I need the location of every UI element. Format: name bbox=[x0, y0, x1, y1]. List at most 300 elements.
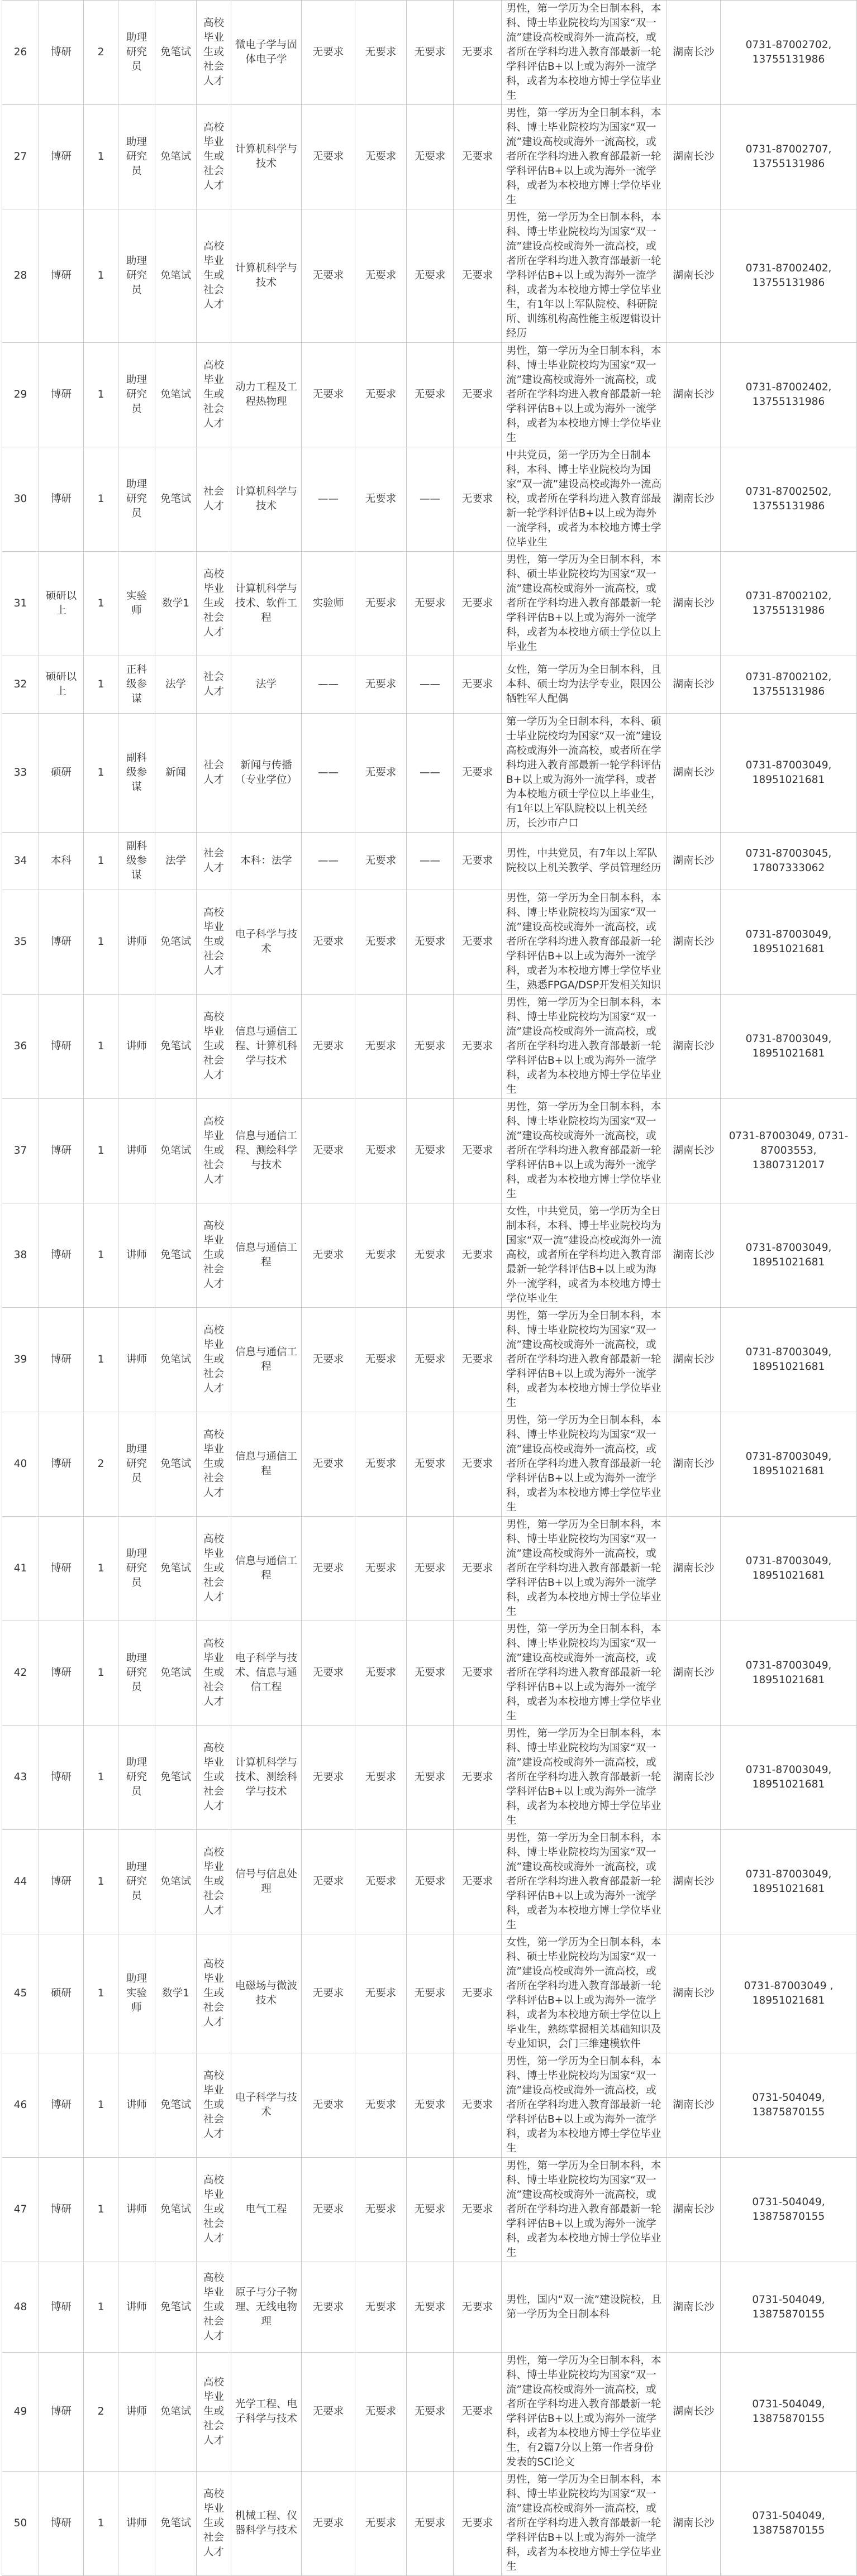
position-cell: 助理研究员 bbox=[118, 1830, 155, 1934]
exam-subject-cell: 免笔试 bbox=[155, 2053, 197, 2158]
requirement-cell-4: 无要求 bbox=[454, 1412, 502, 1517]
education-cell: 博研 bbox=[39, 1412, 84, 1517]
headcount-cell: 1 bbox=[84, 2053, 118, 2158]
row-number-cell: 33 bbox=[2, 714, 39, 833]
table-row bbox=[2, 1830, 857, 1934]
headcount-cell: 1 bbox=[84, 1308, 118, 1412]
position-cell: 讲师 bbox=[118, 2053, 155, 2158]
requirement-cell-3: 无要求 bbox=[407, 2158, 454, 2262]
exam-subject-cell: 免笔试 bbox=[155, 1517, 197, 1621]
requirement-cell-2: 无要求 bbox=[355, 2053, 407, 2158]
contact-phone-cell: 0731-504049, 13875870155 bbox=[721, 2472, 857, 2576]
row-number-cell: 40 bbox=[2, 1412, 39, 1517]
row-number-cell: 31 bbox=[2, 552, 39, 656]
education-cell: 博研 bbox=[39, 1726, 84, 1830]
candidate-source-cell: 高校毕业生或社会人才 bbox=[197, 1517, 231, 1621]
position-cell: 讲师 bbox=[118, 2158, 155, 2262]
education-cell: 博研 bbox=[39, 1203, 84, 1308]
requirement-cell-4: 无要求 bbox=[454, 2262, 502, 2353]
education-cell: 博研 bbox=[39, 209, 84, 343]
contact-phone-cell: 0731-87003049, 18951021681 bbox=[721, 714, 857, 833]
candidate-source-cell: 高校毕业生或社会人才 bbox=[197, 2053, 231, 2158]
contact-phone-cell: 0731-504049, 13875870155 bbox=[721, 2158, 857, 2262]
candidate-source-cell: 高校毕业生或社会人才 bbox=[197, 1412, 231, 1517]
work-location-cell: 湖南长沙 bbox=[667, 2262, 721, 2353]
contact-phone-cell: 0731-87002102, 13755131986 bbox=[721, 656, 857, 714]
contact-phone-cell: 0731-87003049, 18951021681 bbox=[721, 1308, 857, 1412]
education-cell: 博研 bbox=[39, 1, 84, 105]
education-cell: 博研 bbox=[39, 2353, 84, 2472]
requirement-cell-4: 无要求 bbox=[454, 1726, 502, 1830]
candidate-source-cell: 高校毕业生或社会人才 bbox=[197, 552, 231, 656]
requirement-cell-2: 无要求 bbox=[355, 1, 407, 105]
requirement-cell-3: 无要求 bbox=[407, 343, 454, 447]
requirement-cell-2: 无要求 bbox=[355, 995, 407, 1099]
education-cell: 博研 bbox=[39, 1308, 84, 1412]
requirement-cell-3: —— bbox=[407, 447, 454, 552]
row-number-cell: 34 bbox=[2, 833, 39, 890]
table-row bbox=[2, 1203, 857, 1308]
education-cell: 博研 bbox=[39, 1621, 84, 1726]
education-cell: 本科 bbox=[39, 833, 84, 890]
work-location-cell: 湖南长沙 bbox=[667, 1308, 721, 1412]
requirement-cell-3: —— bbox=[407, 833, 454, 890]
requirement-cell-1: 无要求 bbox=[302, 2353, 355, 2472]
work-location-cell: 湖南长沙 bbox=[667, 343, 721, 447]
exam-subject-cell: 数学1 bbox=[155, 552, 197, 656]
requirement-cell-4: 无要求 bbox=[454, 656, 502, 714]
requirement-cell-1: 无要求 bbox=[302, 1412, 355, 1517]
table-row bbox=[2, 1621, 857, 1726]
requirement-cell-2: 无要求 bbox=[355, 2262, 407, 2353]
major-cell: 电气工程 bbox=[231, 2158, 302, 2262]
row-number-cell: 45 bbox=[2, 1934, 39, 2053]
candidate-source-cell: 高校毕业生或社会人才 bbox=[197, 890, 231, 995]
table-row bbox=[2, 1412, 857, 1517]
position-cell: 助理研究员 bbox=[118, 105, 155, 209]
position-cell: 助理研究员 bbox=[118, 1621, 155, 1726]
major-cell: 机械工程、仪器科学与技术 bbox=[231, 2472, 302, 2576]
other-requirements-cell: 男性，第一学历为全日制本科，本科、博士毕业院校均为国家“双一流”建设高校或海外一流高校，或者所在学科均进入教育部最新一轮学科评估B+以上或为海外一流学科，或者为本校地方博士学位毕业生 bbox=[502, 2158, 667, 2262]
contact-phone-cell: 0731-87003049, 18951021681 bbox=[721, 1517, 857, 1621]
headcount-cell: 1 bbox=[84, 833, 118, 890]
requirement-cell-1: 无要求 bbox=[302, 995, 355, 1099]
contact-phone-cell: 0731-87003049, 18951021681 bbox=[721, 1726, 857, 1830]
other-requirements-cell: 男性，第一学历为全日制本科，本科、博士毕业院校均为国家“双一流”建设高校或海外一流高校，或者所在学科均进入教育部最新一轮学科评估B+以上或为海外一流学科，或者为本校地方博士学位毕业生 bbox=[502, 1099, 667, 1203]
exam-subject-cell: 免笔试 bbox=[155, 1726, 197, 1830]
requirement-cell-1: 无要求 bbox=[302, 1203, 355, 1308]
major-cell: 信息与通信工程 bbox=[231, 1412, 302, 1517]
table-row bbox=[2, 714, 857, 833]
contact-phone-cell: 0731-87002707, 13755131986 bbox=[721, 105, 857, 209]
requirement-cell-2: 无要求 bbox=[355, 833, 407, 890]
education-cell: 博研 bbox=[39, 2472, 84, 2576]
exam-subject-cell: 免笔试 bbox=[155, 1, 197, 105]
contact-phone-cell: 0731-87002502, 13755131986 bbox=[721, 447, 857, 552]
major-cell: 新闻与传播（专业学位） bbox=[231, 714, 302, 833]
education-cell: 硕研以上 bbox=[39, 656, 84, 714]
candidate-source-cell: 高校毕业生或社会人才 bbox=[197, 995, 231, 1099]
requirement-cell-3: 无要求 bbox=[407, 105, 454, 209]
major-cell: 计算机科学与技术、测绘科学与技术 bbox=[231, 1726, 302, 1830]
requirement-cell-4: 无要求 bbox=[454, 209, 502, 343]
major-cell: 信息与通信工程 bbox=[231, 1308, 302, 1412]
other-requirements-cell: 男性，第一学历为全日制本科，本科、硕士毕业院校均为国家“双一流”建设高校或海外一流高校，或者所在学科均进入教育部最新一轮学科评估B+以上或为海外一流学科，或者为本校地方硕士学位以上毕业生 bbox=[502, 552, 667, 656]
candidate-source-cell: 高校毕业生或社会人才 bbox=[197, 1621, 231, 1726]
requirement-cell-3: 无要求 bbox=[407, 1412, 454, 1517]
requirement-cell-1: 无要求 bbox=[302, 890, 355, 995]
major-cell: 计算机科学与技术 bbox=[231, 447, 302, 552]
requirement-cell-3: 无要求 bbox=[407, 1099, 454, 1203]
other-requirements-cell: 男性，第一学历为全日制本科，本科、博士毕业院校均为国家“双一流”建设高校或海外一流高校，或者所在学科均进入教育部最新一轮学科评估B+以上或为海外一流学科，或者为本校地方博士学位毕业生 bbox=[502, 1308, 667, 1412]
position-cell: 助理研究员 bbox=[118, 1726, 155, 1830]
contact-phone-cell: 0731-87002702, 13755131986 bbox=[721, 1, 857, 105]
requirement-cell-4: 无要求 bbox=[454, 1, 502, 105]
candidate-source-cell: 高校毕业生或社会人才 bbox=[197, 2158, 231, 2262]
requirement-cell-1: —— bbox=[302, 833, 355, 890]
row-number-cell: 46 bbox=[2, 2053, 39, 2158]
headcount-cell: 1 bbox=[84, 1934, 118, 2053]
candidate-source-cell: 高校毕业生或社会人才 bbox=[197, 2472, 231, 2576]
contact-phone-cell: 0731-87003049, 18951021681 bbox=[721, 995, 857, 1099]
requirement-cell-1: 无要求 bbox=[302, 1517, 355, 1621]
requirement-cell-4: 无要求 bbox=[454, 552, 502, 656]
requirement-cell-2: 无要求 bbox=[355, 1308, 407, 1412]
education-cell: 博研 bbox=[39, 2053, 84, 2158]
contact-phone-cell: 0731-87003049, 18951021681 bbox=[721, 1621, 857, 1726]
requirement-cell-1: 无要求 bbox=[302, 2158, 355, 2262]
requirement-cell-2: 无要求 bbox=[355, 1621, 407, 1726]
exam-subject-cell: 法学 bbox=[155, 656, 197, 714]
table-row bbox=[2, 890, 857, 995]
other-requirements-cell: 男性，第一学历为全日制本科，本科、博士毕业院校均为国家“双一流”建设高校或海外一流高校，或者所在学科均进入教育部最新一轮学科评估B+以上或为海外一流学科，或者为本校地方博士学位毕业生，熟悉FPGA/DSP开发相关知识 bbox=[502, 890, 667, 995]
headcount-cell: 1 bbox=[84, 2472, 118, 2576]
contact-phone-cell: 0731-87003049, 18951021681 bbox=[721, 1830, 857, 1934]
requirement-cell-2: 无要求 bbox=[355, 1203, 407, 1308]
candidate-source-cell: 高校毕业生或社会人才 bbox=[197, 1934, 231, 2053]
candidate-source-cell: 社会人才 bbox=[197, 656, 231, 714]
requirement-cell-3: 无要求 bbox=[407, 2053, 454, 2158]
other-requirements-cell: 男性，第一学历为全日制本科，本科、博士毕业院校均为国家“双一流”建设高校或海外一流高校，或者所在学科均进入教育部最新一轮学科评估B+以上或为海外一流学科，或者为本校地方博士学位毕业生 bbox=[502, 1726, 667, 1830]
requirement-cell-1: 无要求 bbox=[302, 1726, 355, 1830]
candidate-source-cell: 高校毕业生或社会人才 bbox=[197, 1099, 231, 1203]
contact-phone-cell: 0731-504049, 13875870155 bbox=[721, 2053, 857, 2158]
table-row bbox=[2, 209, 857, 343]
contact-phone-cell: 0731-87003049, 18951021681 bbox=[721, 1203, 857, 1308]
requirement-cell-2: 无要求 bbox=[355, 890, 407, 995]
contact-phone-cell: 0731-87002402, 13755131986 bbox=[721, 209, 857, 343]
candidate-source-cell: 高校毕业生或社会人才 bbox=[197, 2353, 231, 2472]
requirement-cell-3: 无要求 bbox=[407, 2262, 454, 2353]
table-body bbox=[2, 1, 857, 2576]
exam-subject-cell: 免笔试 bbox=[155, 343, 197, 447]
requirement-cell-1: 无要求 bbox=[302, 1621, 355, 1726]
exam-subject-cell: 免笔试 bbox=[155, 2472, 197, 2576]
position-cell: 讲师 bbox=[118, 2472, 155, 2576]
table-row bbox=[2, 1308, 857, 1412]
other-requirements-cell: 男性，第一学历为全日制本科，本科、博士毕业院校均为国家“双一流”建设高校或海外一流高校，或者所在学科均进入教育部最新一轮学科评估B+以上或为海外一流学科，或者为本校地方博士学位毕业生 bbox=[502, 1412, 667, 1517]
work-location-cell: 湖南长沙 bbox=[667, 1934, 721, 2053]
other-requirements-cell: 男性，第一学历为全日制本科，本科、博士毕业院校均为国家“双一流”建设高校或海外一流高校，或者所在学科均进入教育部最新一轮学科评估B+以上或为海外一流学科，或者为本校地方博士学位毕业生 bbox=[502, 2472, 667, 2576]
other-requirements-cell: 第一学历为全日制本科，本科、硕士毕业院校均为国家“双一流”建设高校或海外一流高校，或者所在学科均进入教育部最新一轮学科评估B+以上或为海外一流学科，或者为本校地方硕士学位以上毕业生，有1年以上军队院校以上机关经历，长沙市户口 bbox=[502, 714, 667, 833]
table-row bbox=[2, 343, 857, 447]
position-cell: 助理研究员 bbox=[118, 447, 155, 552]
requirement-cell-2: 无要求 bbox=[355, 2353, 407, 2472]
major-cell: 动力工程及工程热物理 bbox=[231, 343, 302, 447]
exam-subject-cell: 免笔试 bbox=[155, 1830, 197, 1934]
other-requirements-cell: 中共党员，第一学历为全日制本科，本科、博士毕业院校均为国家“双一流”建设高校或海外一流高校，或者所在学科均进入教育部最新一轮学科评估B+以上或为海外一流学科，或者为本校地方博士学位毕业生 bbox=[502, 447, 667, 552]
table-row bbox=[2, 656, 857, 714]
candidate-source-cell: 高校毕业生或社会人才 bbox=[197, 343, 231, 447]
row-number-cell: 50 bbox=[2, 2472, 39, 2576]
headcount-cell: 1 bbox=[84, 1099, 118, 1203]
work-location-cell: 湖南长沙 bbox=[667, 1726, 721, 1830]
table-row bbox=[2, 1517, 857, 1621]
requirement-cell-3: 无要求 bbox=[407, 2472, 454, 2576]
candidate-source-cell: 高校毕业生或社会人才 bbox=[197, 1830, 231, 1934]
major-cell: 电子科学与技术 bbox=[231, 890, 302, 995]
other-requirements-cell: 男性，第一学历为全日制本科，本科、博士毕业院校均为国家“双一流”建设高校或海外一流高校，或者所在学科均进入教育部最新一轮学科评估B+以上或为海外一流学科，或者为本校地方博士学位毕业生 bbox=[502, 1517, 667, 1621]
other-requirements-cell: 男性，第一学历为全日制本科，本科、博士毕业院校均为国家“双一流”建设高校或海外一流高校，或者所在学科均进入教育部最新一轮学科评估B+以上或为海外一流学科，或者为本校地方博士学位毕业生 bbox=[502, 343, 667, 447]
headcount-cell: 1 bbox=[84, 2158, 118, 2262]
requirement-cell-1: —— bbox=[302, 447, 355, 552]
position-cell: 助理研究员 bbox=[118, 1, 155, 105]
row-number-cell: 48 bbox=[2, 2262, 39, 2353]
table-row bbox=[2, 2053, 857, 2158]
headcount-cell: 1 bbox=[84, 1830, 118, 1934]
row-number-cell: 41 bbox=[2, 1517, 39, 1621]
table-row bbox=[2, 833, 857, 890]
table-row bbox=[2, 105, 857, 209]
requirement-cell-4: 无要求 bbox=[454, 833, 502, 890]
contact-phone-cell: 0731-504049, 13875870155 bbox=[721, 2262, 857, 2353]
position-cell: 副科级参谋 bbox=[118, 714, 155, 833]
requirement-cell-2: 无要求 bbox=[355, 2158, 407, 2262]
requirement-cell-4: 无要求 bbox=[454, 890, 502, 995]
headcount-cell: 2 bbox=[84, 1412, 118, 1517]
recruitment-table bbox=[2, 0, 857, 2576]
headcount-cell: 1 bbox=[84, 447, 118, 552]
requirement-cell-2: 无要求 bbox=[355, 1830, 407, 1934]
requirement-cell-4: 无要求 bbox=[454, 1517, 502, 1621]
requirement-cell-4: 无要求 bbox=[454, 1830, 502, 1934]
requirement-cell-3: 无要求 bbox=[407, 2353, 454, 2472]
education-cell: 博研 bbox=[39, 343, 84, 447]
contact-phone-cell: 0731-87003049 , 18951021681 bbox=[721, 1934, 857, 2053]
education-cell: 博研 bbox=[39, 2262, 84, 2353]
education-cell: 博研 bbox=[39, 1830, 84, 1934]
requirement-cell-1: 无要求 bbox=[302, 1, 355, 105]
candidate-source-cell: 社会人才 bbox=[197, 714, 231, 833]
candidate-source-cell: 高校毕业生或社会人才 bbox=[197, 1203, 231, 1308]
exam-subject-cell: 免笔试 bbox=[155, 1308, 197, 1412]
table-row bbox=[2, 2262, 857, 2353]
requirement-cell-2: 无要求 bbox=[355, 1934, 407, 2053]
other-requirements-cell: 男性，第一学历为全日制本科，本科、博士毕业院校均为国家“双一流”建设高校或海外一流高校，或者所在学科均进入教育部最新一轮学科评估B+以上或为海外一流学科，或者为本校地方博士学位毕业生 bbox=[502, 995, 667, 1099]
headcount-cell: 1 bbox=[84, 1517, 118, 1621]
exam-subject-cell: 免笔试 bbox=[155, 1099, 197, 1203]
requirement-cell-4: 无要求 bbox=[454, 2472, 502, 2576]
requirement-cell-2: 无要求 bbox=[355, 447, 407, 552]
work-location-cell: 湖南长沙 bbox=[667, 714, 721, 833]
table-row bbox=[2, 995, 857, 1099]
major-cell: 微电子学与固体电子学 bbox=[231, 1, 302, 105]
headcount-cell: 1 bbox=[84, 656, 118, 714]
position-cell: 助理研究员 bbox=[118, 343, 155, 447]
requirement-cell-1: 无要求 bbox=[302, 2262, 355, 2353]
major-cell: 信号与信息处理 bbox=[231, 1830, 302, 1934]
table-row bbox=[2, 2158, 857, 2262]
position-cell: 助理研究员 bbox=[118, 1517, 155, 1621]
major-cell: 信息与通信工程、计算机科学与技术 bbox=[231, 995, 302, 1099]
contact-phone-cell: 0731-87002102, 13755131986 bbox=[721, 552, 857, 656]
headcount-cell: 1 bbox=[84, 1203, 118, 1308]
major-cell: 计算机科学与技术、软件工程 bbox=[231, 552, 302, 656]
education-cell: 博研 bbox=[39, 890, 84, 995]
requirement-cell-1: 无要求 bbox=[302, 1934, 355, 2053]
other-requirements-cell: 女性，第一学历为全日制本科，且本科、硕士均为法学专业，限因公牺牲军人配偶 bbox=[502, 656, 667, 714]
other-requirements-cell: 男性，第一学历为全日制本科，本科、博士毕业院校均为国家“双一流”建设高校或海外一流高校，或者所在学科均进入教育部最新一轮学科评估B+以上或为海外一流学科，或者为本校地方博士学位毕业生 bbox=[502, 2053, 667, 2158]
row-number-cell: 38 bbox=[2, 1203, 39, 1308]
major-cell: 信息与通信工程、测绘科学与技术 bbox=[231, 1099, 302, 1203]
row-number-cell: 30 bbox=[2, 447, 39, 552]
major-cell: 本科：法学 bbox=[231, 833, 302, 890]
row-number-cell: 49 bbox=[2, 2353, 39, 2472]
position-cell: 讲师 bbox=[118, 890, 155, 995]
candidate-source-cell: 高校毕业生或社会人才 bbox=[197, 105, 231, 209]
contact-phone-cell: 0731-87003045, 17807333062 bbox=[721, 833, 857, 890]
work-location-cell: 湖南长沙 bbox=[667, 1830, 721, 1934]
candidate-source-cell: 高校毕业生或社会人才 bbox=[197, 1726, 231, 1830]
requirement-cell-1: 无要求 bbox=[302, 1308, 355, 1412]
requirement-cell-2: 无要求 bbox=[355, 105, 407, 209]
work-location-cell: 湖南长沙 bbox=[667, 1621, 721, 1726]
work-location-cell: 湖南长沙 bbox=[667, 447, 721, 552]
major-cell: 法学 bbox=[231, 656, 302, 714]
other-requirements-cell: 男性，第一学历为全日制本科，本科、博士毕业院校均为国家“双一流”建设高校或海外一流高校，或者所在学科均进入教育部最新一轮学科评估B+以上或为海外一流学科，或者为本校地方博士学位毕业生 bbox=[502, 1, 667, 105]
row-number-cell: 29 bbox=[2, 343, 39, 447]
row-number-cell: 27 bbox=[2, 105, 39, 209]
position-cell: 讲师 bbox=[118, 1308, 155, 1412]
table-row bbox=[2, 1, 857, 105]
other-requirements-cell: 男性，第一学历为全日制本科，本科、博士毕业院校均为国家“双一流”建设高校或海外一流高校，或者所在学科均进入教育部最新一轮学科评估B+以上或为海外一流学科，或者为本校地方博士学位毕业生 bbox=[502, 1621, 667, 1726]
row-number-cell: 44 bbox=[2, 1830, 39, 1934]
other-requirements-cell: 男性，国内“双一流”建设院校，且第一学历为全日制本科 bbox=[502, 2262, 667, 2353]
candidate-source-cell: 高校毕业生或社会人才 bbox=[197, 1, 231, 105]
requirement-cell-4: 无要求 bbox=[454, 1308, 502, 1412]
work-location-cell: 湖南长沙 bbox=[667, 2158, 721, 2262]
other-requirements-cell: 女性，中共党员，第一学历为全日制本科，本科、博士毕业院校均为国家“双一流”建设高校或海外一流高校，或者所在学科均进入教育部最新一轮学科评估B+以上或为海外一流学科，或者为本校地方博士学位毕业生 bbox=[502, 1203, 667, 1308]
work-location-cell: 湖南长沙 bbox=[667, 1412, 721, 1517]
candidate-source-cell: 社会人才 bbox=[197, 447, 231, 552]
other-requirements-cell: 女性，第一学历为全日制本科，本科、硕士毕业院校均为国家“双一流”建设高校或海外一流高校，或者所在学科均进入教育部最新一轮学科评估B+以上或为海外一流学科，或者为本校地方硕士学位以上毕业生，熟练掌握相关基础知识及专业知识，会门三维建模软件 bbox=[502, 1934, 667, 2053]
major-cell: 光学工程、电子科学与技术 bbox=[231, 2353, 302, 2472]
requirement-cell-4: 无要求 bbox=[454, 1099, 502, 1203]
requirement-cell-4: 无要求 bbox=[454, 2158, 502, 2262]
requirement-cell-1: —— bbox=[302, 656, 355, 714]
work-location-cell: 湖南长沙 bbox=[667, 552, 721, 656]
row-number-cell: 37 bbox=[2, 1099, 39, 1203]
table-row bbox=[2, 1934, 857, 2053]
position-cell: 讲师 bbox=[118, 1203, 155, 1308]
education-cell: 博研 bbox=[39, 2158, 84, 2262]
table-row bbox=[2, 552, 857, 656]
work-location-cell: 湖南长沙 bbox=[667, 833, 721, 890]
candidate-source-cell: 高校毕业生或社会人才 bbox=[197, 1308, 231, 1412]
position-cell: 副科级参谋 bbox=[118, 833, 155, 890]
major-cell: 信息与通信工程 bbox=[231, 1203, 302, 1308]
work-location-cell: 湖南长沙 bbox=[667, 1, 721, 105]
exam-subject-cell: 新闻 bbox=[155, 714, 197, 833]
major-cell: 计算机科学与技术 bbox=[231, 209, 302, 343]
requirement-cell-4: 无要求 bbox=[454, 1203, 502, 1308]
education-cell: 博研 bbox=[39, 1517, 84, 1621]
requirement-cell-1: 无要求 bbox=[302, 2472, 355, 2576]
requirement-cell-2: 无要求 bbox=[355, 1517, 407, 1621]
table-row bbox=[2, 1099, 857, 1203]
major-cell: 电子科学与技术 bbox=[231, 2053, 302, 2158]
position-cell: 助理研究员 bbox=[118, 1412, 155, 1517]
requirement-cell-3: 无要求 bbox=[407, 890, 454, 995]
headcount-cell: 1 bbox=[84, 714, 118, 833]
work-location-cell: 湖南长沙 bbox=[667, 1099, 721, 1203]
requirement-cell-3: 无要求 bbox=[407, 995, 454, 1099]
contact-phone-cell: 0731-504049, 13875870155 bbox=[721, 2353, 857, 2472]
requirement-cell-3: 无要求 bbox=[407, 1621, 454, 1726]
exam-subject-cell: 免笔试 bbox=[155, 2158, 197, 2262]
requirement-cell-1: 实验师 bbox=[302, 552, 355, 656]
work-location-cell: 湖南长沙 bbox=[667, 1517, 721, 1621]
exam-subject-cell: 免笔试 bbox=[155, 995, 197, 1099]
requirement-cell-4: 无要求 bbox=[454, 714, 502, 833]
candidate-source-cell: 社会人才 bbox=[197, 833, 231, 890]
position-cell: 讲师 bbox=[118, 995, 155, 1099]
major-cell: 电磁场与微波技术 bbox=[231, 1934, 302, 2053]
exam-subject-cell: 免笔试 bbox=[155, 209, 197, 343]
requirement-cell-4: 无要求 bbox=[454, 1934, 502, 2053]
requirement-cell-2: 无要求 bbox=[355, 343, 407, 447]
position-cell: 实验师 bbox=[118, 552, 155, 656]
education-cell: 硕研以上 bbox=[39, 552, 84, 656]
headcount-cell: 1 bbox=[84, 1621, 118, 1726]
work-location-cell: 湖南长沙 bbox=[667, 1203, 721, 1308]
exam-subject-cell: 免笔试 bbox=[155, 447, 197, 552]
exam-subject-cell: 免笔试 bbox=[155, 2353, 197, 2472]
headcount-cell: 1 bbox=[84, 343, 118, 447]
headcount-cell: 1 bbox=[84, 890, 118, 995]
exam-subject-cell: 免笔试 bbox=[155, 1621, 197, 1726]
requirement-cell-1: —— bbox=[302, 714, 355, 833]
other-requirements-cell: 男性，第一学历为全日制本科，本科、博士毕业院校均为国家“双一流”建设高校或海外一流高校，或者所在学科均进入教育部最新一轮学科评估B+以上或为海外一流学科，或者为本校地方博士学位毕业生 bbox=[502, 1830, 667, 1934]
work-location-cell: 湖南长沙 bbox=[667, 2472, 721, 2576]
exam-subject-cell: 免笔试 bbox=[155, 890, 197, 995]
requirement-cell-3: 无要求 bbox=[407, 552, 454, 656]
requirement-cell-1: 无要求 bbox=[302, 209, 355, 343]
requirement-cell-2: 无要求 bbox=[355, 1099, 407, 1203]
position-cell: 助理研究员 bbox=[118, 209, 155, 343]
requirement-cell-3: 无要求 bbox=[407, 1203, 454, 1308]
contact-phone-cell: 0731-87003049, 0731-87003553, 13807312017 bbox=[721, 1099, 857, 1203]
requirement-cell-2: 无要求 bbox=[355, 2472, 407, 2576]
requirement-cell-3: 无要求 bbox=[407, 1934, 454, 2053]
major-cell: 信息与通信工程 bbox=[231, 1517, 302, 1621]
work-location-cell: 湖南长沙 bbox=[667, 209, 721, 343]
work-location-cell: 湖南长沙 bbox=[667, 2053, 721, 2158]
headcount-cell: 1 bbox=[84, 2262, 118, 2353]
education-cell: 博研 bbox=[39, 105, 84, 209]
requirement-cell-3: 无要求 bbox=[407, 1830, 454, 1934]
row-number-cell: 35 bbox=[2, 890, 39, 995]
